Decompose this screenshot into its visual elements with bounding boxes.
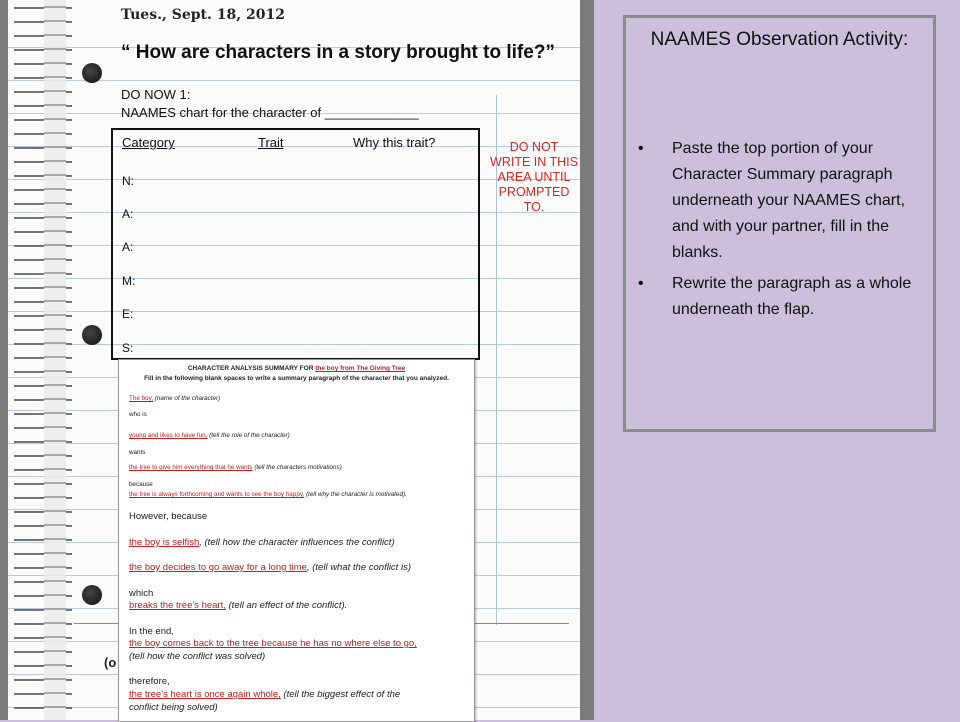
chart-row-label: M: [122, 274, 136, 288]
observation-activity-panel [623, 15, 936, 432]
instruction-item [638, 136, 928, 266]
summary-hint: because [129, 481, 153, 488]
punch-hole-icon [82, 63, 102, 83]
summary-line [129, 702, 218, 714]
bullet-icon: • [638, 140, 644, 157]
summary-hint: which [129, 588, 154, 599]
summary-fill: the boy decides to go away for a long time [129, 562, 307, 573]
instruction-item [638, 271, 928, 323]
summary-line [129, 626, 174, 638]
summary-title-text: CHARACTER ANALYSIS SUMMARY FOR [187, 365, 314, 372]
summary-hint: (tell the biggest effect of the [280, 689, 401, 700]
summary-line [129, 411, 147, 418]
summary-line [129, 449, 145, 456]
summary-fill: The boy, [129, 395, 154, 402]
do-now-instruction: NAAMES chart for the character of _____________ [121, 105, 419, 120]
summary-line [129, 432, 290, 439]
summary-line [129, 481, 153, 488]
summary-hint: who is [129, 411, 147, 418]
spiral-binding [14, 0, 72, 720]
chart-header-trait: Trait [258, 135, 284, 150]
punch-hole-icon [82, 585, 102, 605]
essential-question: “ How are characters in a story brought to life?” [121, 42, 555, 63]
summary-hint: therefore, [129, 676, 170, 687]
summary-hint: conflict being solved) [129, 702, 218, 713]
date-heading: Tues., Sept. 18, 2012 [121, 7, 285, 23]
summary-line [129, 537, 395, 549]
summary-line [129, 638, 417, 650]
summary-line [129, 676, 170, 688]
summary-fill: the tree is always forthcoming and wants to see the boy happy, [129, 491, 305, 498]
summary-hint: (tell why the character is motivated). [306, 491, 407, 498]
chart-row-label: S: [122, 341, 134, 355]
summary-line [129, 588, 153, 600]
chart-header-category: Category [122, 135, 175, 150]
summary-fill: the tree to give him everything that he wants [129, 464, 253, 471]
summary-hint: (tell the characters motivations) [254, 464, 342, 471]
summary-fill: the boy is selfish [129, 537, 200, 548]
summary-title [119, 365, 474, 372]
summary-line [129, 395, 220, 402]
instruction-list [638, 136, 928, 328]
do-not-write-note: DO NOT WRITE IN THIS AREA UNTIL PROMPTED TO. [490, 140, 578, 214]
panel-title: NAAMES Observation Activity: [650, 29, 909, 50]
summary-line [129, 562, 411, 574]
bullet-icon: • [638, 275, 644, 292]
instruction-text: Paste the top portion of your Character Summary paragraph underneath your NAAMES chart, and with your partner, fill in the blanks. [672, 140, 906, 261]
naames-chart [111, 128, 480, 360]
summary-fill: breaks the tree's heart, [129, 600, 226, 611]
summary-hint: In the end, [129, 626, 174, 637]
summary-line [129, 464, 342, 471]
chart-row-label: E: [122, 307, 134, 321]
summary-hint: (tell how the conflict was solved) [129, 651, 266, 662]
summary-hint: , (tell what the conflict is) [306, 562, 411, 573]
punch-hole-icon [82, 325, 102, 345]
chart-row-label: A: [122, 240, 134, 254]
summary-fill: the tree's heart is once again whole, [129, 689, 281, 700]
summary-hint: wants [129, 449, 146, 456]
summary-fill: the boy comes back to the tree because he has no where else to go, [129, 638, 417, 649]
chart-row-label: A: [122, 207, 134, 221]
do-now-label: DO NOW 1: [121, 87, 191, 102]
chart-header-why: Why this trait? [353, 135, 436, 150]
summary-hint: , (tell how the character influences the conflict) [199, 537, 395, 548]
summary-line [129, 651, 265, 663]
summary-title-fill: the boy from The Giving Tree [315, 365, 406, 372]
summary-instruction: Fill in the following blank spaces to write a summary paragraph of the character that you analyzed. [144, 375, 449, 382]
summary-however: However, because [129, 511, 208, 522]
summary-line [129, 491, 407, 498]
do-now-text [121, 86, 419, 122]
summary-fill: young and likes to have fun, [129, 432, 208, 439]
summary-line [129, 600, 347, 612]
cut-off-text: (o [104, 655, 117, 670]
summary-hint: (name of the character) [154, 395, 221, 402]
summary-hint: (tell the role of the character) [209, 432, 290, 439]
chart-row-label: N: [122, 174, 134, 188]
character-summary-sheet [118, 359, 475, 722]
summary-hint: (tell an effect of the conflict). [225, 600, 348, 611]
summary-line [129, 689, 400, 701]
instruction-text: Rewrite the paragraph as a whole underneath the flap. [672, 275, 912, 318]
